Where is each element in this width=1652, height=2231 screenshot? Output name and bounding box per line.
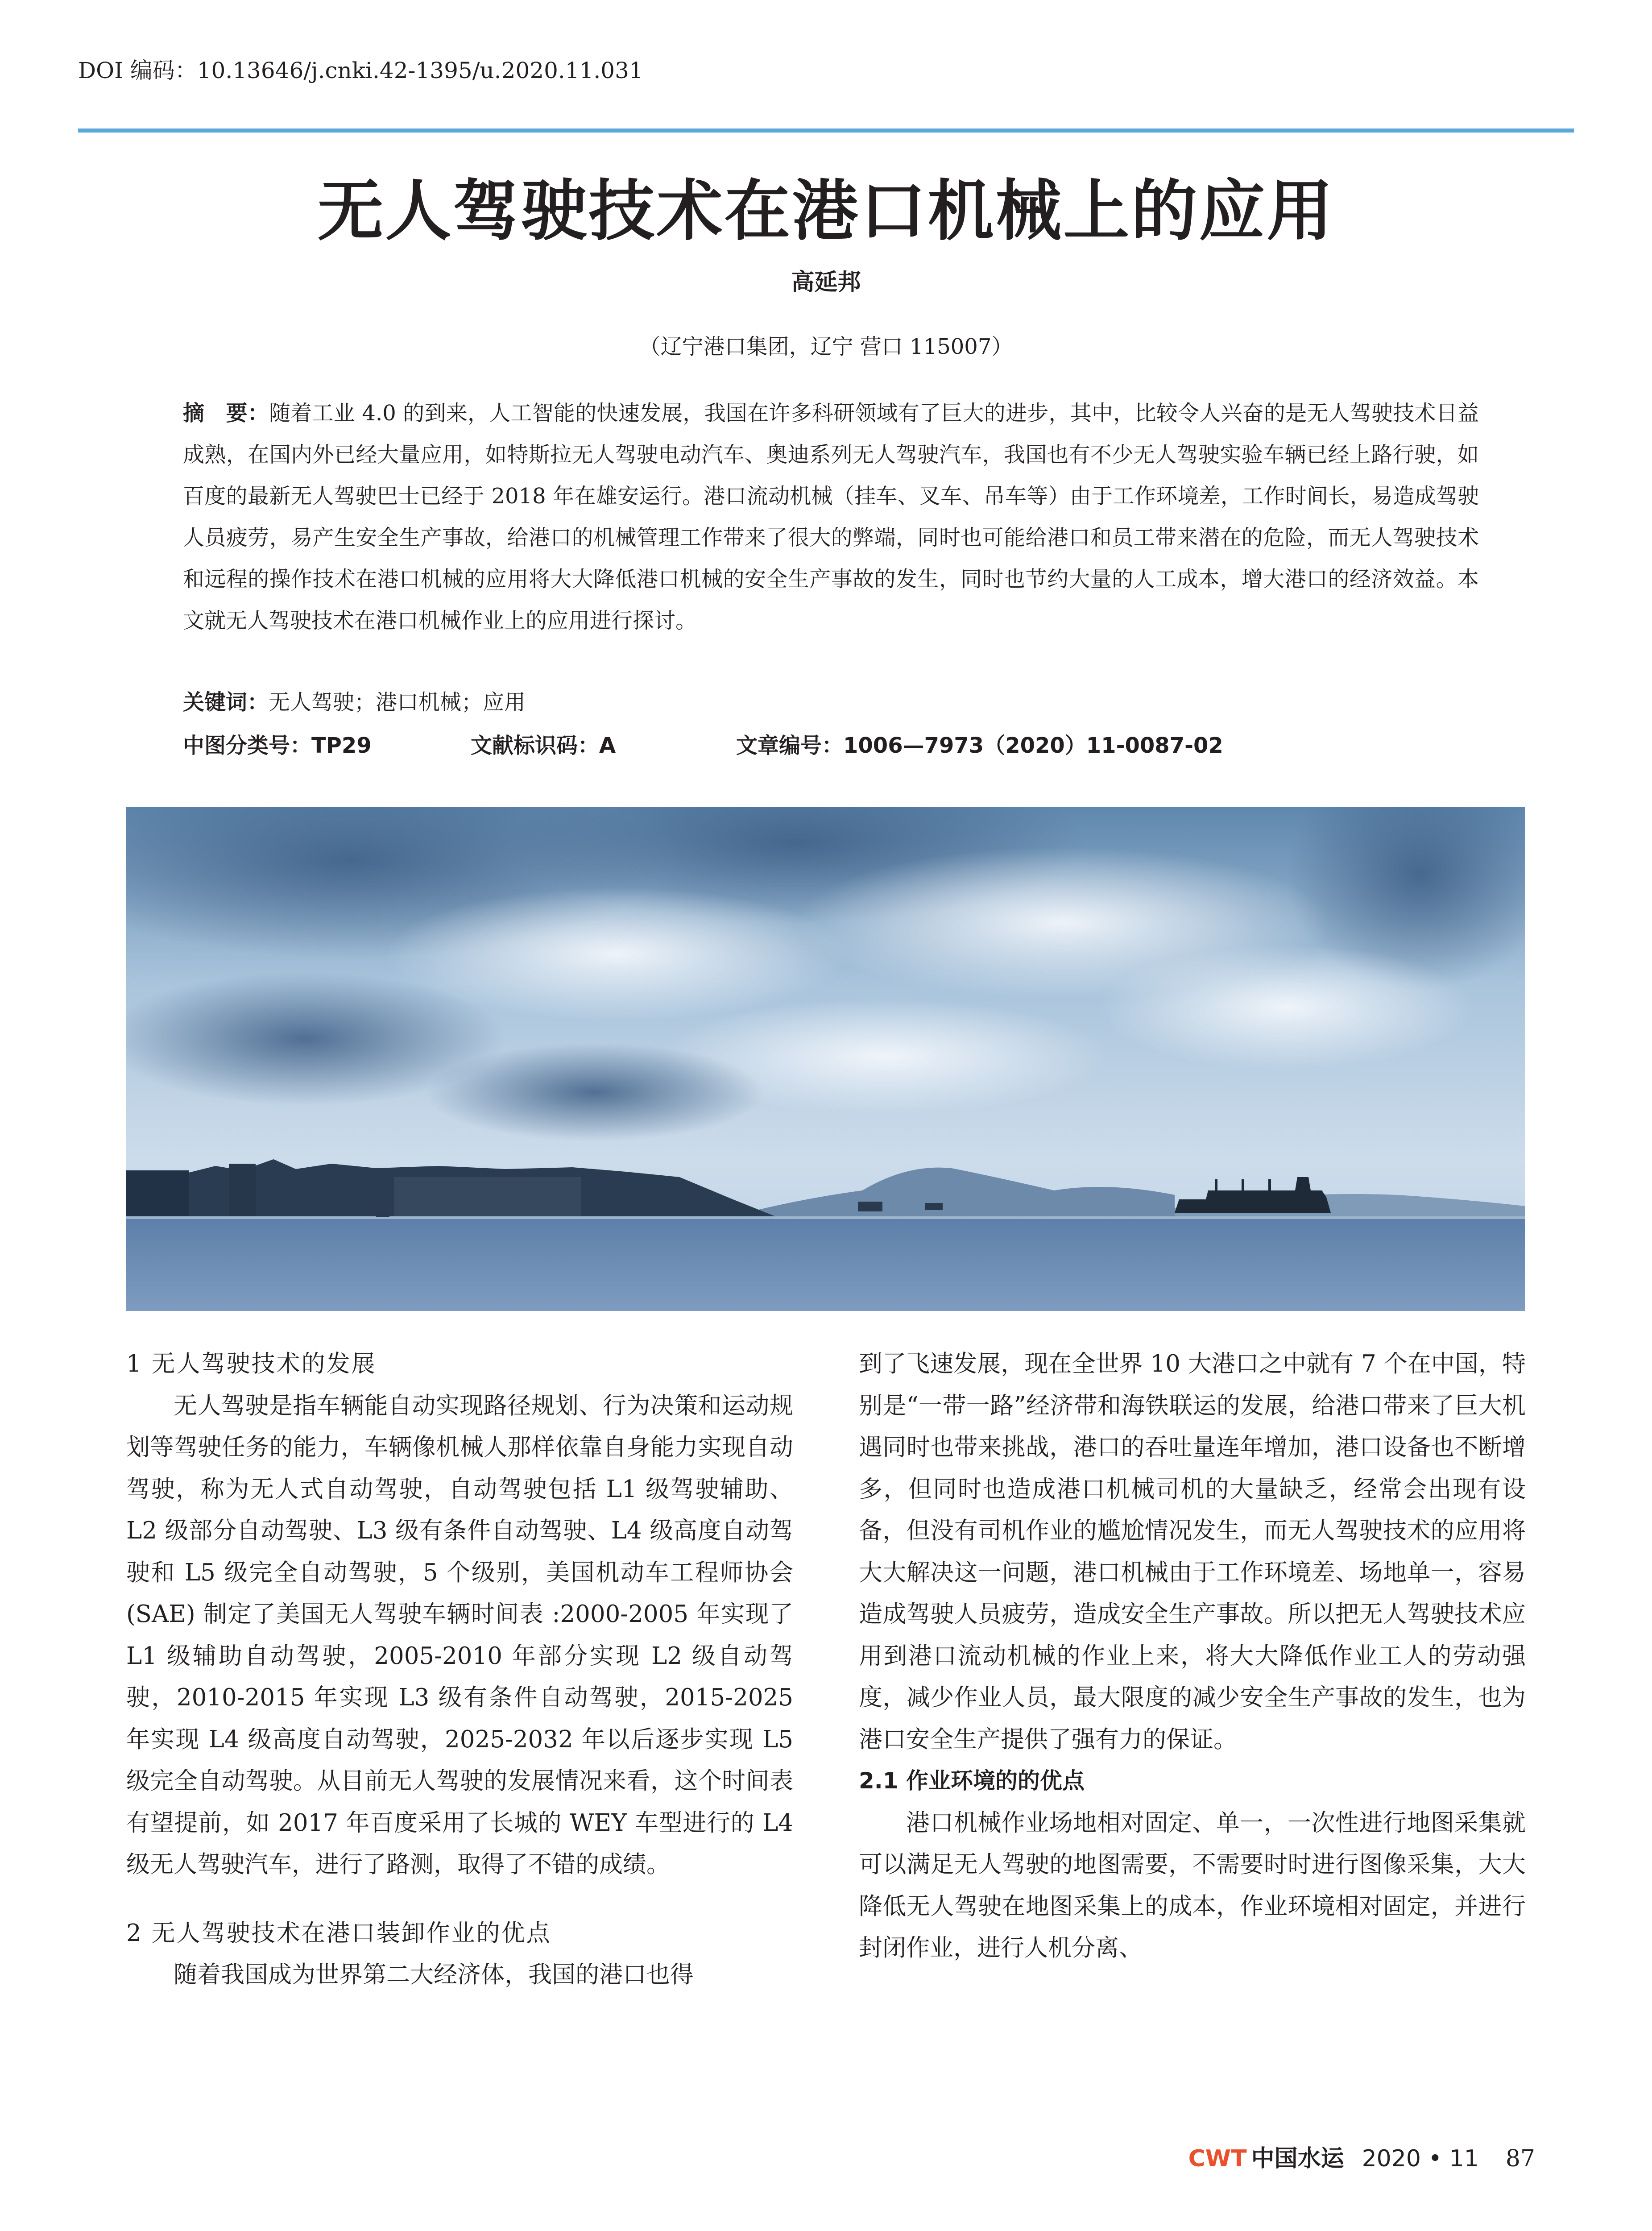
abstract — [183, 393, 1479, 642]
keywords-label: 关键词： — [183, 690, 269, 715]
article-title: 无人驾驶技术在港口机械上的应用 — [317, 172, 1335, 249]
keywords — [183, 685, 526, 716]
clc-number: 中图分类号：TP29 — [183, 733, 372, 758]
keywords-text: 无人驾驶；港口机械；应用 — [269, 690, 526, 715]
footer-magazine: 中国水运 — [1251, 2145, 1344, 2172]
footer-brand: CWT — [1188, 2145, 1247, 2172]
page-number: 87 — [1505, 2145, 1535, 2172]
footer-date: 2020 • 11 — [1362, 2145, 1479, 2172]
section-1-paragraph: 无人驾驶是指车辆能自动实现路径规划、行为决策和运动规划等驾驶任务的能力，车辆像机械人那样依靠自身能力实现自动驾驶，称为无人式自动驾驶，自动驾驶包括 L1 级驾驶辅助、L2 级部分自动驾驶、L3 级有条件自动驾驶、L4 级高度自动驾驶和 L5 级完全自动驾驶，5 个级别，美国机动车工程师协会 (SAE) 制定了美国无人驾驶车辆时间表 :2000-2005 年实现了 L1 级辅助自动驾驶，2005-2010 年部分实现 L2 级自动驾驶，2010-2015 年实现 L3 级有条件自动驾驶，2015-2025 年实现 L4 级高度自动驾驶，2025-2032 年以后逐步实现 L5 级完全自动驾驶。从目前无人驾驶的发展情况来看，这个时间表有望提前，如 2017 年百度采用了长城的 WEY 车型进行的 L4 级无人驾驶汽车，进行了路测，取得了不错的成绩。 — [126, 1392, 793, 1878]
abstract-label: 摘 要： — [183, 401, 269, 426]
header-rule — [78, 129, 1574, 133]
document-code: 文献标识码：A — [471, 733, 616, 758]
section-2-1-heading: 2.1 作业环境的的优点 — [859, 1768, 1085, 1794]
section-1-heading: 1 无人驾驶技术的发展 — [126, 1350, 377, 1377]
page-footer — [1188, 2140, 1535, 2173]
column-left — [126, 1343, 793, 1996]
harbor-photo — [126, 807, 1525, 1311]
doi-line: DOI 编码：10.13646/j.cnki.42-1395/u.2020.11.031 — [78, 58, 643, 83]
article-number: 文章编号：1006—7973（2020）11-0087-02 — [736, 733, 1223, 758]
abstract-text: 随着工业 4.0 的到来，人工智能的快速发展，我国在许多科研领域有了巨大的进步，其中，比较令人兴奋的是无人驾驶技术日益成熟，在国内外已经大量应用，如特斯拉无人驾驶电动汽车、奥迪系列无人驾驶汽车，我国也有不少无人驾驶实验车辆已经上路行驶，如百度的最新无人驾驶巴士已经于 2018 年在雄安运行。港口流动机械（挂车、叉车、吊车等）由于工作环境差，工作时间长，易造成驾驶人员疲劳，易产生安全生产事故，给港口的机械管理工作带来了很大的弊端，同时也可能给港口和员工带来潜在的危险，而无人驾驶技术和远程的操作技术在港口机械的应用将大大降低港口机械的安全生产事故的发生，同时也节约大量的人工成本，增大港口的经济效益。本文就无人驾驶技术在港口机械作业上的应用进行探讨。 — [183, 401, 1479, 633]
section-2-heading: 2 无人驾驶技术在港口装卸作业的优点 — [126, 1919, 551, 1947]
section-2-paragraph-continued: 到了飞速发展，现在全世界 10 大港口之中就有 7 个在中国，特别是“一带一路”经济带和海铁联运的发展，给港口带来了巨大机遇同时也带来挑战，港口的吞吐量连年增加，港口设备也不断增多，但同时也造成港口机械司机的大量缺乏，经常会出现有设备，但没有司机作业的尴尬情况发生，而无人驾驶技术的应用将大大解决这一问题，港口机械由于工作环境差、场地单一，容易造成驾驶人员疲劳，造成安全生产事故。所以把无人驾驶技术应用到港口流动机械的作业上来，将大大降低作业工人的劳动强度，减少作业人员，最大限度的减少安全生产事故的发生，也为港口安全生产提供了强有力的保证。 — [859, 1350, 1526, 1753]
author-affiliation: （辽宁港口集团，辽宁 营口 115007） — [639, 334, 1013, 359]
section-2-1-paragraph: 港口机械作业场地相对固定、单一，一次性进行地图采集就可以满足无人驾驶的地图需要，不需要时时进行图像采集，大大降低无人驾驶在地图采集上的成本，作业环境相对固定，并进行封闭作业，进行人机分离、 — [859, 1809, 1526, 1961]
section-2-paragraph-start: 随着我国成为世界第二大经济体，我国的港口也得 — [174, 1961, 694, 1988]
column-right — [859, 1343, 1526, 1969]
author-name: 高延邦 — [791, 269, 861, 296]
